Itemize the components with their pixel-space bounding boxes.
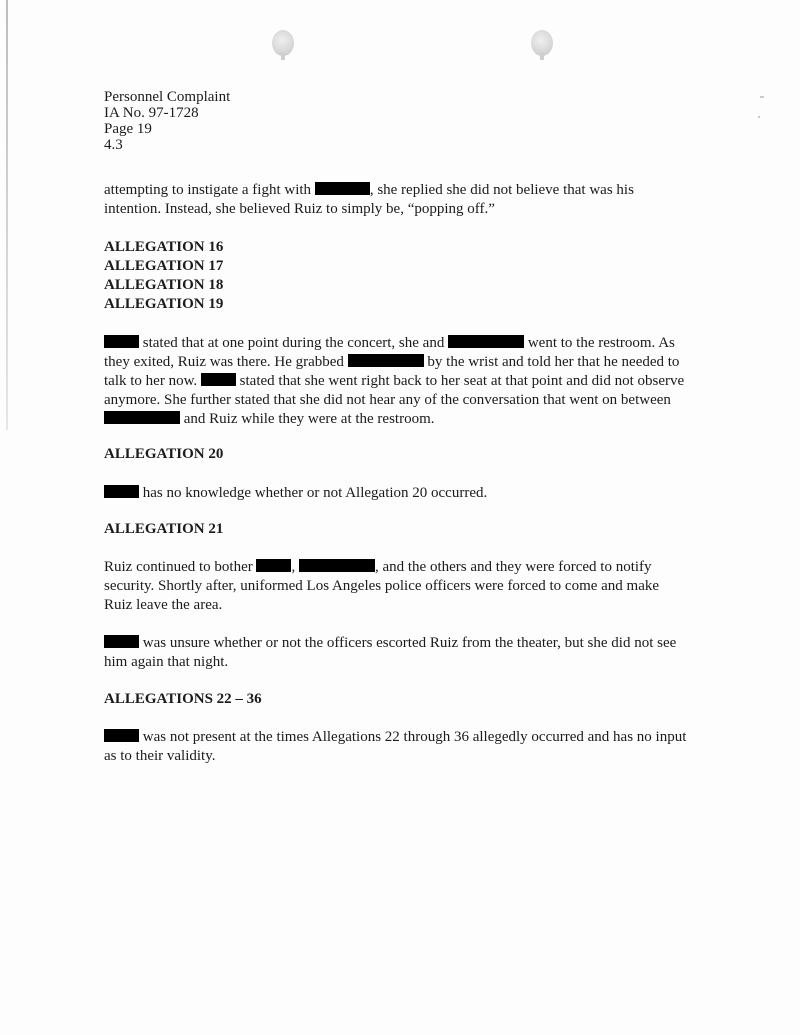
paragraph-continuation: attempting to instigate a fight with , she replied she did not believe that was his intention. Instead, she believed Ruiz to simply be, “popping off.” (104, 182, 634, 217)
allegations-22-36-heading: ALLEGATIONS 22 – 36 (104, 691, 262, 707)
header-title: Personnel Complaint (104, 89, 231, 105)
redaction-bar (348, 354, 424, 367)
page-edge-shadow (6, 0, 8, 430)
document-header (104, 89, 230, 153)
redaction-bar (201, 373, 236, 386)
allegation-heading: ALLEGATION 16 (104, 239, 224, 255)
allegations-22-36-text: was not present at the times Allegations 22 through 36 allegedly occurred and has no input as to their validity. (104, 729, 687, 764)
allegation-heading: ALLEGATION 17 (104, 258, 224, 274)
allegation-21-followup: was unsure whether or not the officers escorted Ruiz from the theater, but she did not see him again that night. (104, 635, 677, 670)
scan-speck (760, 96, 764, 98)
redaction-bar (104, 485, 139, 498)
header-case-number: IA No. 97-1728 (104, 105, 199, 121)
allegation-20-text: has no knowledge whether or not Allegation 20 occurred. (104, 484, 744, 503)
scan-speck (758, 116, 760, 118)
redaction-bar (448, 335, 524, 348)
redaction-bar (256, 559, 291, 572)
redaction-bar (299, 559, 375, 572)
redaction-bar (104, 411, 180, 424)
allegation-heading: ALLEGATION 19 (104, 296, 224, 312)
header-section: 4.3 (104, 137, 123, 153)
punch-hole-right (531, 30, 553, 56)
redaction-bar (104, 635, 139, 648)
allegation-20-heading: ALLEGATION 20 (104, 446, 224, 462)
header-page-number: Page 19 (104, 121, 152, 137)
allegations-16-19-headings (104, 238, 223, 314)
allegation-21-heading: ALLEGATION 21 (104, 521, 224, 537)
allegation-21-paragraph: Ruiz continued to bother , , and the others and they were forced to notify security. Shortly after, uniformed Los Angeles police officers were forced to come and make Ruiz leave the area. (104, 559, 660, 613)
allegation-heading: ALLEGATION 18 (104, 277, 224, 293)
redaction-bar (104, 729, 139, 742)
redaction-bar (104, 335, 139, 348)
punch-hole-left (272, 30, 294, 56)
paragraph-restroom: stated that at one point during the concert, she and went to the restroom. As they exited, Ruiz was there. He grabbed by the wrist and told her that he needed to talk to her now. stated that she went right back to her seat at that point and did not observe anymore. She further stated that she did not hear any of the conversation that went on between and Ruiz while they were at the restroom. (104, 335, 685, 427)
redaction-bar (315, 182, 370, 195)
